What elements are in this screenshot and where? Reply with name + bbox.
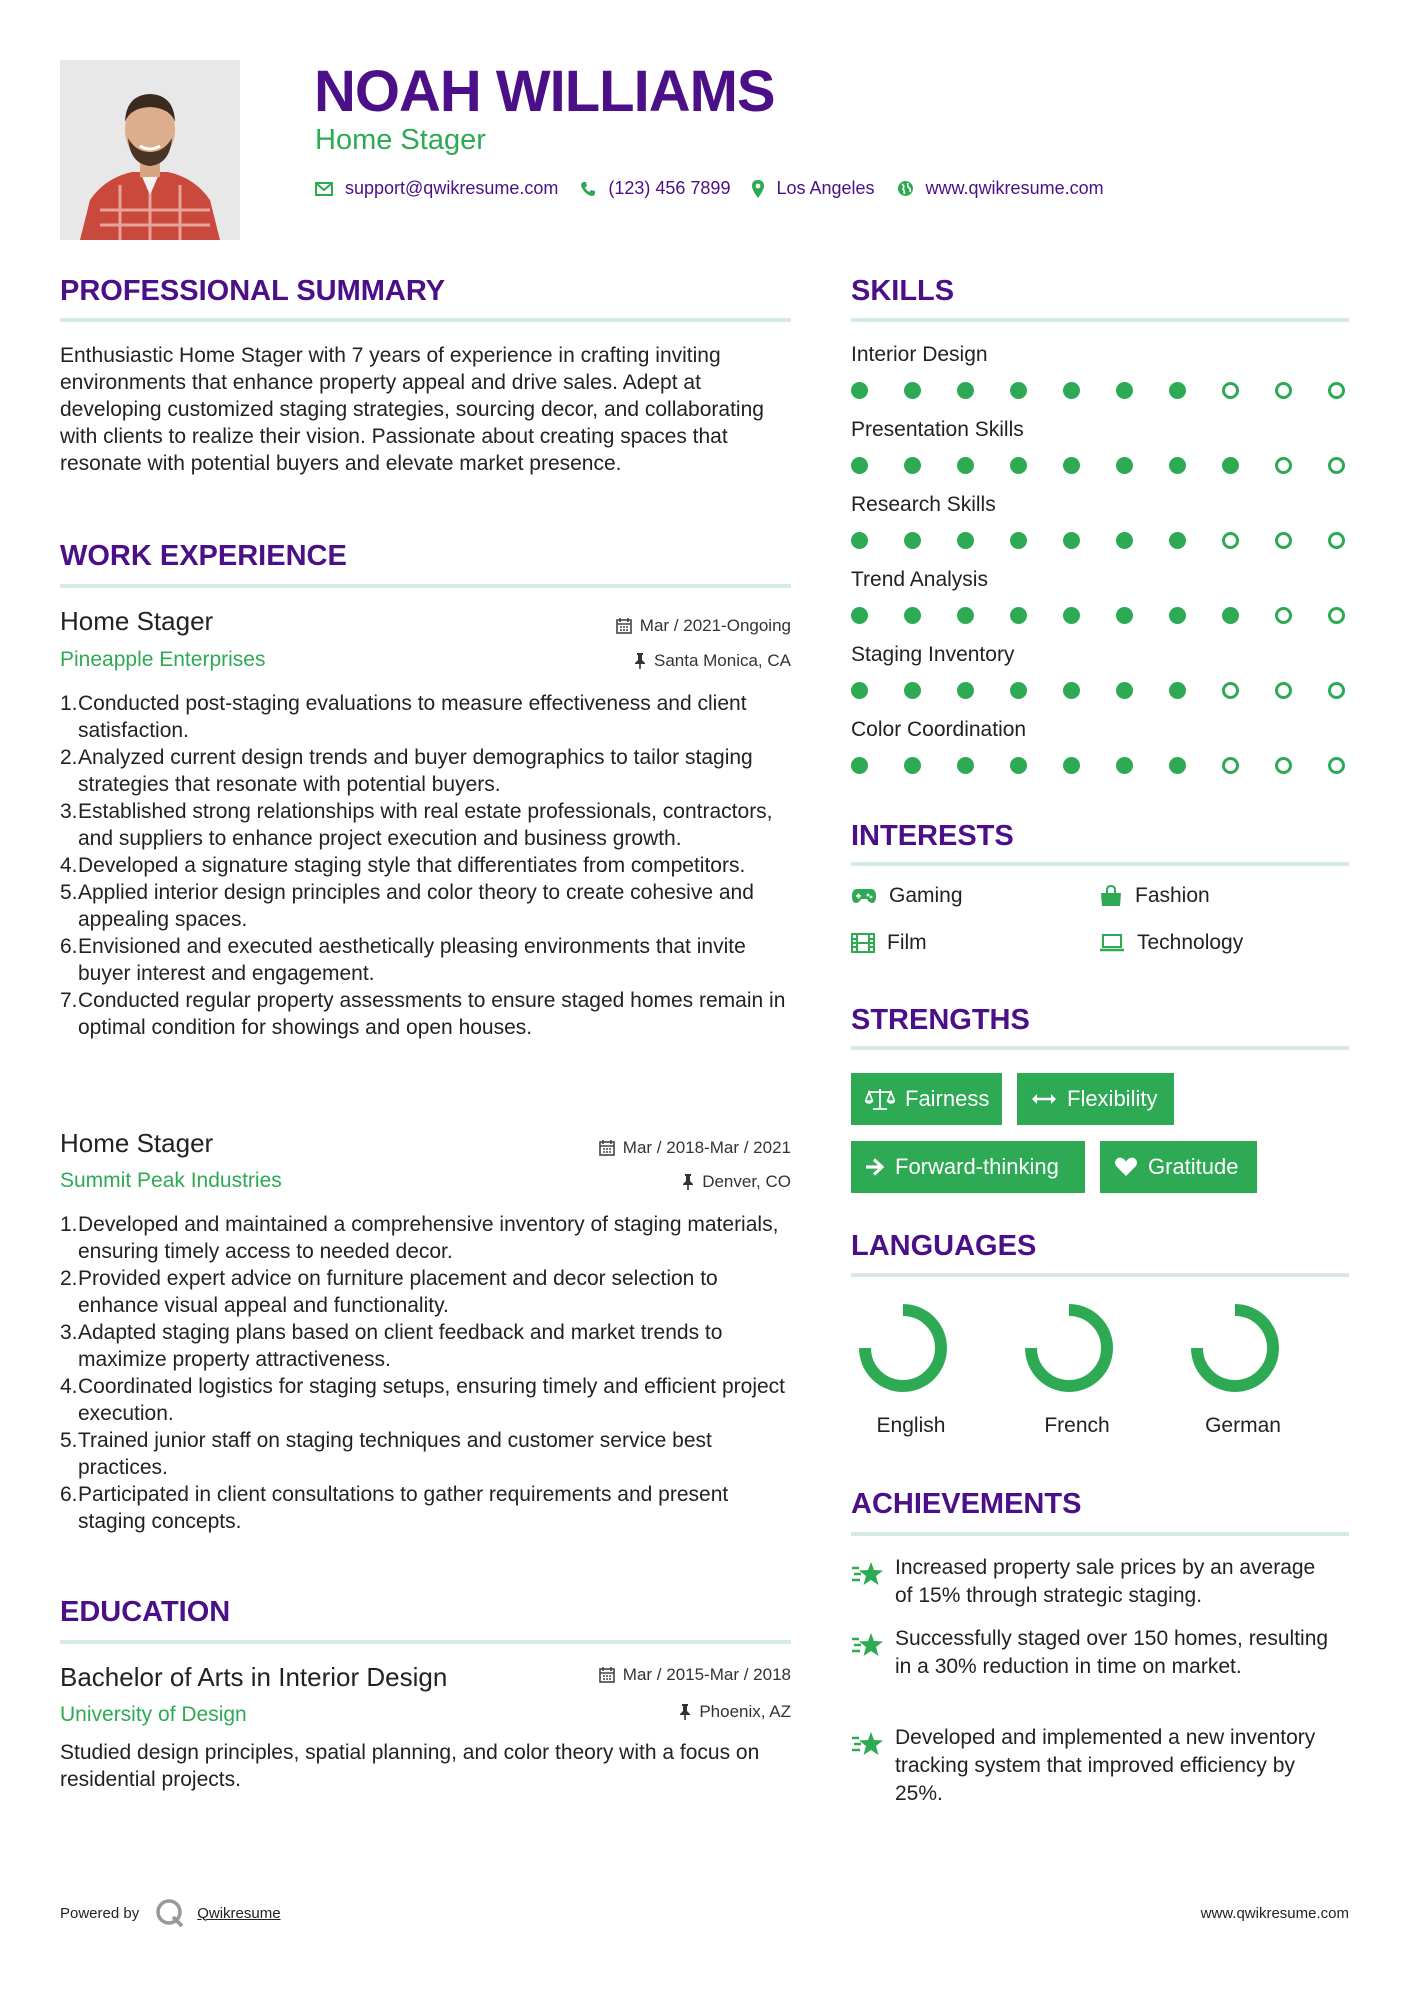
job-bullet-text: Adapted staging plans based on client feedback and market trends to maximize property attractiveness. <box>78 1321 723 1371</box>
proficiency-arc <box>1197 1310 1273 1386</box>
skill-dot-empty <box>1222 382 1239 399</box>
qwikresume-logo-icon <box>155 1898 185 1928</box>
education-heading: EDUCATION <box>60 1596 231 1628</box>
website-text: www.qwikresume.com <box>925 178 1104 198</box>
education-location <box>679 1702 791 1722</box>
skill-dot-filled <box>957 457 974 474</box>
interest-label: Fashion <box>1135 884 1210 907</box>
job-bullet-text: Conducted regular property assessments to ensure staged homes remain in optimal condition for showings and open houses. <box>78 989 786 1039</box>
job-bullet: 4. Developed a signature staging style that differentiates from competitors. <box>60 854 746 877</box>
job-bullet: 6. Participated in client consultations to gather requirements and present staging concepts. <box>60 1481 800 1535</box>
interests-heading: INTERESTS <box>851 820 1014 852</box>
summary-text: Enthusiastic Home Stager with 7 years of experience in crafting inviting environments that enhance property appeal and drive sales. Adept at developing customized staging strategies, sourcing decor, and collaborating with clients to realize their vision. Passionate about creating spaces that resonate with potential buyers and elevate market presence. <box>60 344 764 475</box>
job-bullet: 2. Analyzed current design trends and buyer demographics to tailor staging strategies that resonate with potential buyers. <box>60 744 800 798</box>
skill-dot-empty <box>1328 457 1345 474</box>
skill-name: Trend Analysis <box>851 568 988 591</box>
strength-label: Flexibility <box>1067 1086 1158 1111</box>
interest-item <box>1099 884 1210 908</box>
job-location-text: Denver, CO <box>702 1172 791 1191</box>
achievement-item <box>851 1554 1331 1610</box>
job-bullet: 5. Applied interior design principles and color theory to create cohesive and appealing spaces. <box>60 879 800 933</box>
achievement-item <box>851 1724 1331 1808</box>
proficiency-arc <box>865 1310 941 1386</box>
education-rule <box>60 1640 791 1644</box>
job-bullet-text: Coordinated logistics for staging setups, ensuring timely and efficient project execution. <box>78 1375 785 1425</box>
interest-item <box>851 884 963 908</box>
skill-dot-filled <box>1116 607 1133 624</box>
footer-url[interactable]: www.qwikresume.com <box>1200 1905 1349 1922</box>
job-bullet: 7. Conducted regular property assessments to ensure staged homes remain in optimal condition for showings and open houses. <box>60 987 800 1041</box>
skill-name: Color Coordination <box>851 718 1027 741</box>
strengths-heading: STRENGTHS <box>851 1004 1030 1036</box>
strength-label: Gratitude <box>1148 1154 1239 1179</box>
skill-dot-empty <box>1222 532 1239 549</box>
skill-dot-empty <box>1222 757 1239 774</box>
languages-rule <box>851 1273 1349 1277</box>
skill-rating <box>851 682 1381 699</box>
contact-phone[interactable] <box>580 178 730 199</box>
skills-heading: SKILLS <box>851 275 955 307</box>
summary-heading: PROFESSIONAL SUMMARY <box>60 275 446 307</box>
candidate-title: Home Stager <box>315 124 486 156</box>
language-name: English <box>876 1414 946 1437</box>
job-bullet-text: Applied interior design principles and color theory to create cohesive and appealing spaces. <box>78 881 754 931</box>
skill-dot-filled <box>1010 382 1027 399</box>
achievements-heading: ACHIEVEMENTS <box>851 1488 1082 1520</box>
pushpin-icon <box>634 653 646 669</box>
skill-dot-filled <box>957 382 974 399</box>
strength-badge <box>1017 1073 1174 1125</box>
skill-dot-empty <box>1275 607 1292 624</box>
skill-rating <box>851 757 1381 774</box>
job-bullet-text: Conducted post-staging evaluations to measure effectiveness and client satisfaction. <box>78 692 747 742</box>
job-bullet-text: Developed a signature staging style that differentiates from competitors. <box>78 854 746 877</box>
strengths-rule <box>851 1046 1349 1050</box>
job-bullet: 4. Coordinated logistics for staging setups, ensuring timely and efficient project execution. <box>60 1373 800 1427</box>
phone-icon <box>580 181 596 197</box>
film-icon <box>851 933 875 953</box>
skill-dot-filled <box>1010 682 1027 699</box>
job-bullet: 3. Adapted staging plans based on client feedback and market trends to maximize property attractiveness. <box>60 1319 800 1373</box>
job-bullet: 2. Provided expert advice on furniture placement and decor selection to enhance visual appeal and functionality. <box>60 1265 800 1319</box>
skill-rating <box>851 532 1381 549</box>
skill-dot-empty <box>1328 682 1345 699</box>
brand-link[interactable]: Qwikresume <box>197 1904 281 1922</box>
skill-dot-filled <box>1063 607 1080 624</box>
achievement-text: Increased property sale prices by an average of 15% through strategic staging. <box>895 1556 1316 1607</box>
interests-rule <box>851 862 1349 866</box>
job-bullet: 6. Envisioned and executed aesthetically pleasing environments that invite buyer interest and engagement. <box>60 933 800 987</box>
phone-text: (123) 456 7899 <box>608 178 731 198</box>
interest-item <box>1099 931 1243 955</box>
contact-location <box>752 178 874 199</box>
education-location-text: Phoenix, AZ <box>699 1702 791 1721</box>
job-bullet-text: Trained junior staff on staging techniques and customer service best practices. <box>78 1429 712 1479</box>
education-dates-text: Mar / 2015-Mar / 2018 <box>622 1665 791 1684</box>
skill-dot-filled <box>1010 607 1027 624</box>
interest-label: Gaming <box>889 884 963 907</box>
contact-bar <box>315 178 1126 199</box>
strength-badge <box>1100 1141 1257 1193</box>
skill-dot-filled <box>1169 757 1186 774</box>
gamepad-icon <box>851 888 877 904</box>
experience-heading: WORK EXPERIENCE <box>60 540 347 572</box>
summary-rule <box>60 318 791 322</box>
proficiency-arc <box>1031 1310 1107 1386</box>
job-location <box>682 1172 791 1192</box>
skill-dot-filled <box>904 607 921 624</box>
education-description: Studied design principles, spatial planning, and color theory with a focus on residential projects. <box>60 1741 760 1791</box>
skill-dot-filled <box>957 682 974 699</box>
skill-dot-filled <box>851 682 868 699</box>
job-bullet: 5. Trained junior staff on staging techniques and customer service best practices. <box>60 1427 800 1481</box>
interest-label: Technology <box>1137 931 1244 954</box>
shooting-star-icon <box>851 1730 885 1758</box>
candidate-name: NOAH WILLIAMS <box>314 59 775 124</box>
job-bullets <box>60 690 800 1041</box>
skill-dot-filled <box>1063 457 1080 474</box>
skill-dot-empty <box>1275 682 1292 699</box>
skill-dot-empty <box>1275 757 1292 774</box>
skill-name: Presentation Skills <box>851 418 1024 441</box>
job-dates <box>616 616 791 636</box>
skill-dot-filled <box>1169 457 1186 474</box>
strength-label: Fairness <box>905 1086 990 1111</box>
skill-rating <box>851 382 1381 399</box>
skill-dot-filled <box>851 607 868 624</box>
skill-dot-empty <box>1275 457 1292 474</box>
job-bullet-text: Provided expert advice on furniture placement and decor selection to enhance visual appeal and functionality. <box>78 1267 718 1317</box>
skill-dot-filled <box>957 757 974 774</box>
interest-label: Film <box>887 931 927 954</box>
skill-name: Interior Design <box>851 343 988 366</box>
job-company: Pineapple Enterprises <box>60 648 266 671</box>
email-text: support@qwikresume.com <box>345 178 559 198</box>
job-bullet-text: Established strong relationships with real estate professionals, contractors, and suppliers to enhance project execution and business growth. <box>78 800 773 850</box>
skill-dot-empty <box>1328 532 1345 549</box>
skill-dot-filled <box>1010 457 1027 474</box>
skill-dot-filled <box>1169 382 1186 399</box>
skill-name: Staging Inventory <box>851 643 1015 666</box>
job-title: Home Stager <box>60 606 214 636</box>
skill-rating <box>851 457 1381 474</box>
skill-dot-filled <box>904 382 921 399</box>
skill-dot-filled <box>1063 532 1080 549</box>
experience-rule <box>60 584 791 588</box>
person-photo-icon <box>60 60 240 240</box>
laptop-icon <box>1099 934 1125 952</box>
achievement-item <box>851 1625 1331 1681</box>
globe-icon <box>897 180 914 197</box>
skill-dot-filled <box>904 457 921 474</box>
skill-dot-filled <box>851 532 868 549</box>
heart-icon <box>1114 1157 1138 1177</box>
skill-dot-filled <box>957 532 974 549</box>
balance-scale-icon <box>865 1088 895 1110</box>
skill-dot-empty <box>1328 382 1345 399</box>
shooting-star-icon <box>851 1560 885 1588</box>
job-bullet-text: Envisioned and executed aesthetically pleasing environments that invite buyer interest and engagement. <box>78 935 746 985</box>
skill-dot-filled <box>1222 607 1239 624</box>
achievements-rule <box>851 1532 1349 1536</box>
skill-dot-filled <box>904 682 921 699</box>
skill-dot-filled <box>904 532 921 549</box>
calendar-icon <box>616 618 632 634</box>
job-company: Summit Peak Industries <box>60 1169 282 1192</box>
arrows-horizontal-icon <box>1031 1092 1057 1106</box>
skill-dot-filled <box>851 757 868 774</box>
school-name: University of Design <box>60 1703 247 1726</box>
skill-dot-filled <box>1116 757 1133 774</box>
job-location-text: Santa Monica, CA <box>653 651 791 670</box>
job-bullet-text: Developed and maintained a comprehensive inventory of staging materials, ensuring timely access to needed decor. <box>78 1213 779 1263</box>
location-text: Los Angeles <box>776 178 875 198</box>
skill-dot-filled <box>1116 382 1133 399</box>
language-name: French <box>1044 1414 1110 1437</box>
skill-dot-filled <box>1063 757 1080 774</box>
language-proficiency-ring <box>1185 1298 1285 1398</box>
skill-dot-filled <box>851 382 868 399</box>
powered-by-text: Powered by <box>60 1904 140 1922</box>
job-dates <box>599 1138 791 1158</box>
job-bullet: 3. Established strong relationships with real estate professionals, contractors, and suppliers to enhance project execution and business growth. <box>60 798 800 852</box>
skill-dot-filled <box>1010 532 1027 549</box>
skill-dot-filled <box>851 457 868 474</box>
degree-title: Bachelor of Arts in Interior Design <box>60 1662 448 1692</box>
skill-dot-filled <box>1010 757 1027 774</box>
achievement-text: Successfully staged over 150 homes, resulting in a 30% reduction in time on market. <box>895 1627 1329 1678</box>
skill-dot-filled <box>1116 457 1133 474</box>
job-location <box>634 651 791 671</box>
skill-dot-filled <box>904 757 921 774</box>
envelope-icon <box>315 182 333 196</box>
profile-photo <box>60 60 240 240</box>
strength-badge <box>851 1073 1002 1125</box>
skill-name: Research Skills <box>851 493 996 516</box>
skill-dot-filled <box>1063 382 1080 399</box>
skill-dot-filled <box>1116 532 1133 549</box>
skill-dot-filled <box>1222 457 1239 474</box>
languages-heading: LANGUAGES <box>851 1230 1037 1262</box>
skill-dot-empty <box>1275 532 1292 549</box>
job-bullet: 1. Conducted post-staging evaluations to measure effectiveness and client satisfaction. <box>60 690 800 744</box>
skill-dot-filled <box>957 607 974 624</box>
skill-dot-filled <box>1169 607 1186 624</box>
footer-powered-by <box>60 1898 281 1928</box>
job-bullet: 1. Developed and maintained a comprehensive inventory of staging materials, ensuring timely access to needed decor. <box>60 1211 800 1265</box>
skill-dot-filled <box>1169 682 1186 699</box>
pushpin-icon <box>682 1174 694 1190</box>
contact-email[interactable] <box>315 178 558 199</box>
skill-dot-empty <box>1328 607 1345 624</box>
job-dates-text: Mar / 2018-Mar / 2021 <box>622 1138 791 1157</box>
education-dates <box>599 1665 791 1685</box>
skills-rule <box>851 318 1349 322</box>
shooting-star-icon <box>851 1631 885 1659</box>
pushpin-icon <box>679 1704 691 1720</box>
job-dates-text: Mar / 2021-Ongoing <box>639 616 791 635</box>
job-title: Home Stager <box>60 1128 214 1158</box>
skill-dot-empty <box>1222 682 1239 699</box>
arrow-right-icon <box>865 1158 885 1176</box>
job-bullet-text: Participated in client consultations to gather requirements and present staging concepts. <box>78 1483 729 1533</box>
job-bullet-text: Analyzed current design trends and buyer demographics to tailor staging strategies that resonate with potential buyers. <box>78 746 753 796</box>
map-pin-icon <box>752 180 764 198</box>
achievement-text: Developed and implemented a new inventory tracking system that improved efficiency by 25%. <box>895 1726 1316 1805</box>
interest-item <box>851 931 927 955</box>
skill-rating <box>851 607 1381 624</box>
shopping-bag-icon <box>1099 885 1123 907</box>
calendar-icon <box>599 1140 615 1156</box>
strength-label: Forward-thinking <box>895 1154 1059 1179</box>
calendar-icon <box>599 1667 615 1683</box>
strength-badge <box>851 1141 1085 1193</box>
skill-dot-filled <box>1063 682 1080 699</box>
skill-dot-empty <box>1275 382 1292 399</box>
skill-dot-filled <box>1169 532 1186 549</box>
language-name: German <box>1205 1414 1281 1437</box>
skill-dot-empty <box>1328 757 1345 774</box>
skill-dot-filled <box>1116 682 1133 699</box>
language-proficiency-ring <box>1019 1298 1119 1398</box>
language-proficiency-ring <box>853 1298 953 1398</box>
job-bullets <box>60 1211 800 1535</box>
contact-website[interactable] <box>897 178 1104 199</box>
